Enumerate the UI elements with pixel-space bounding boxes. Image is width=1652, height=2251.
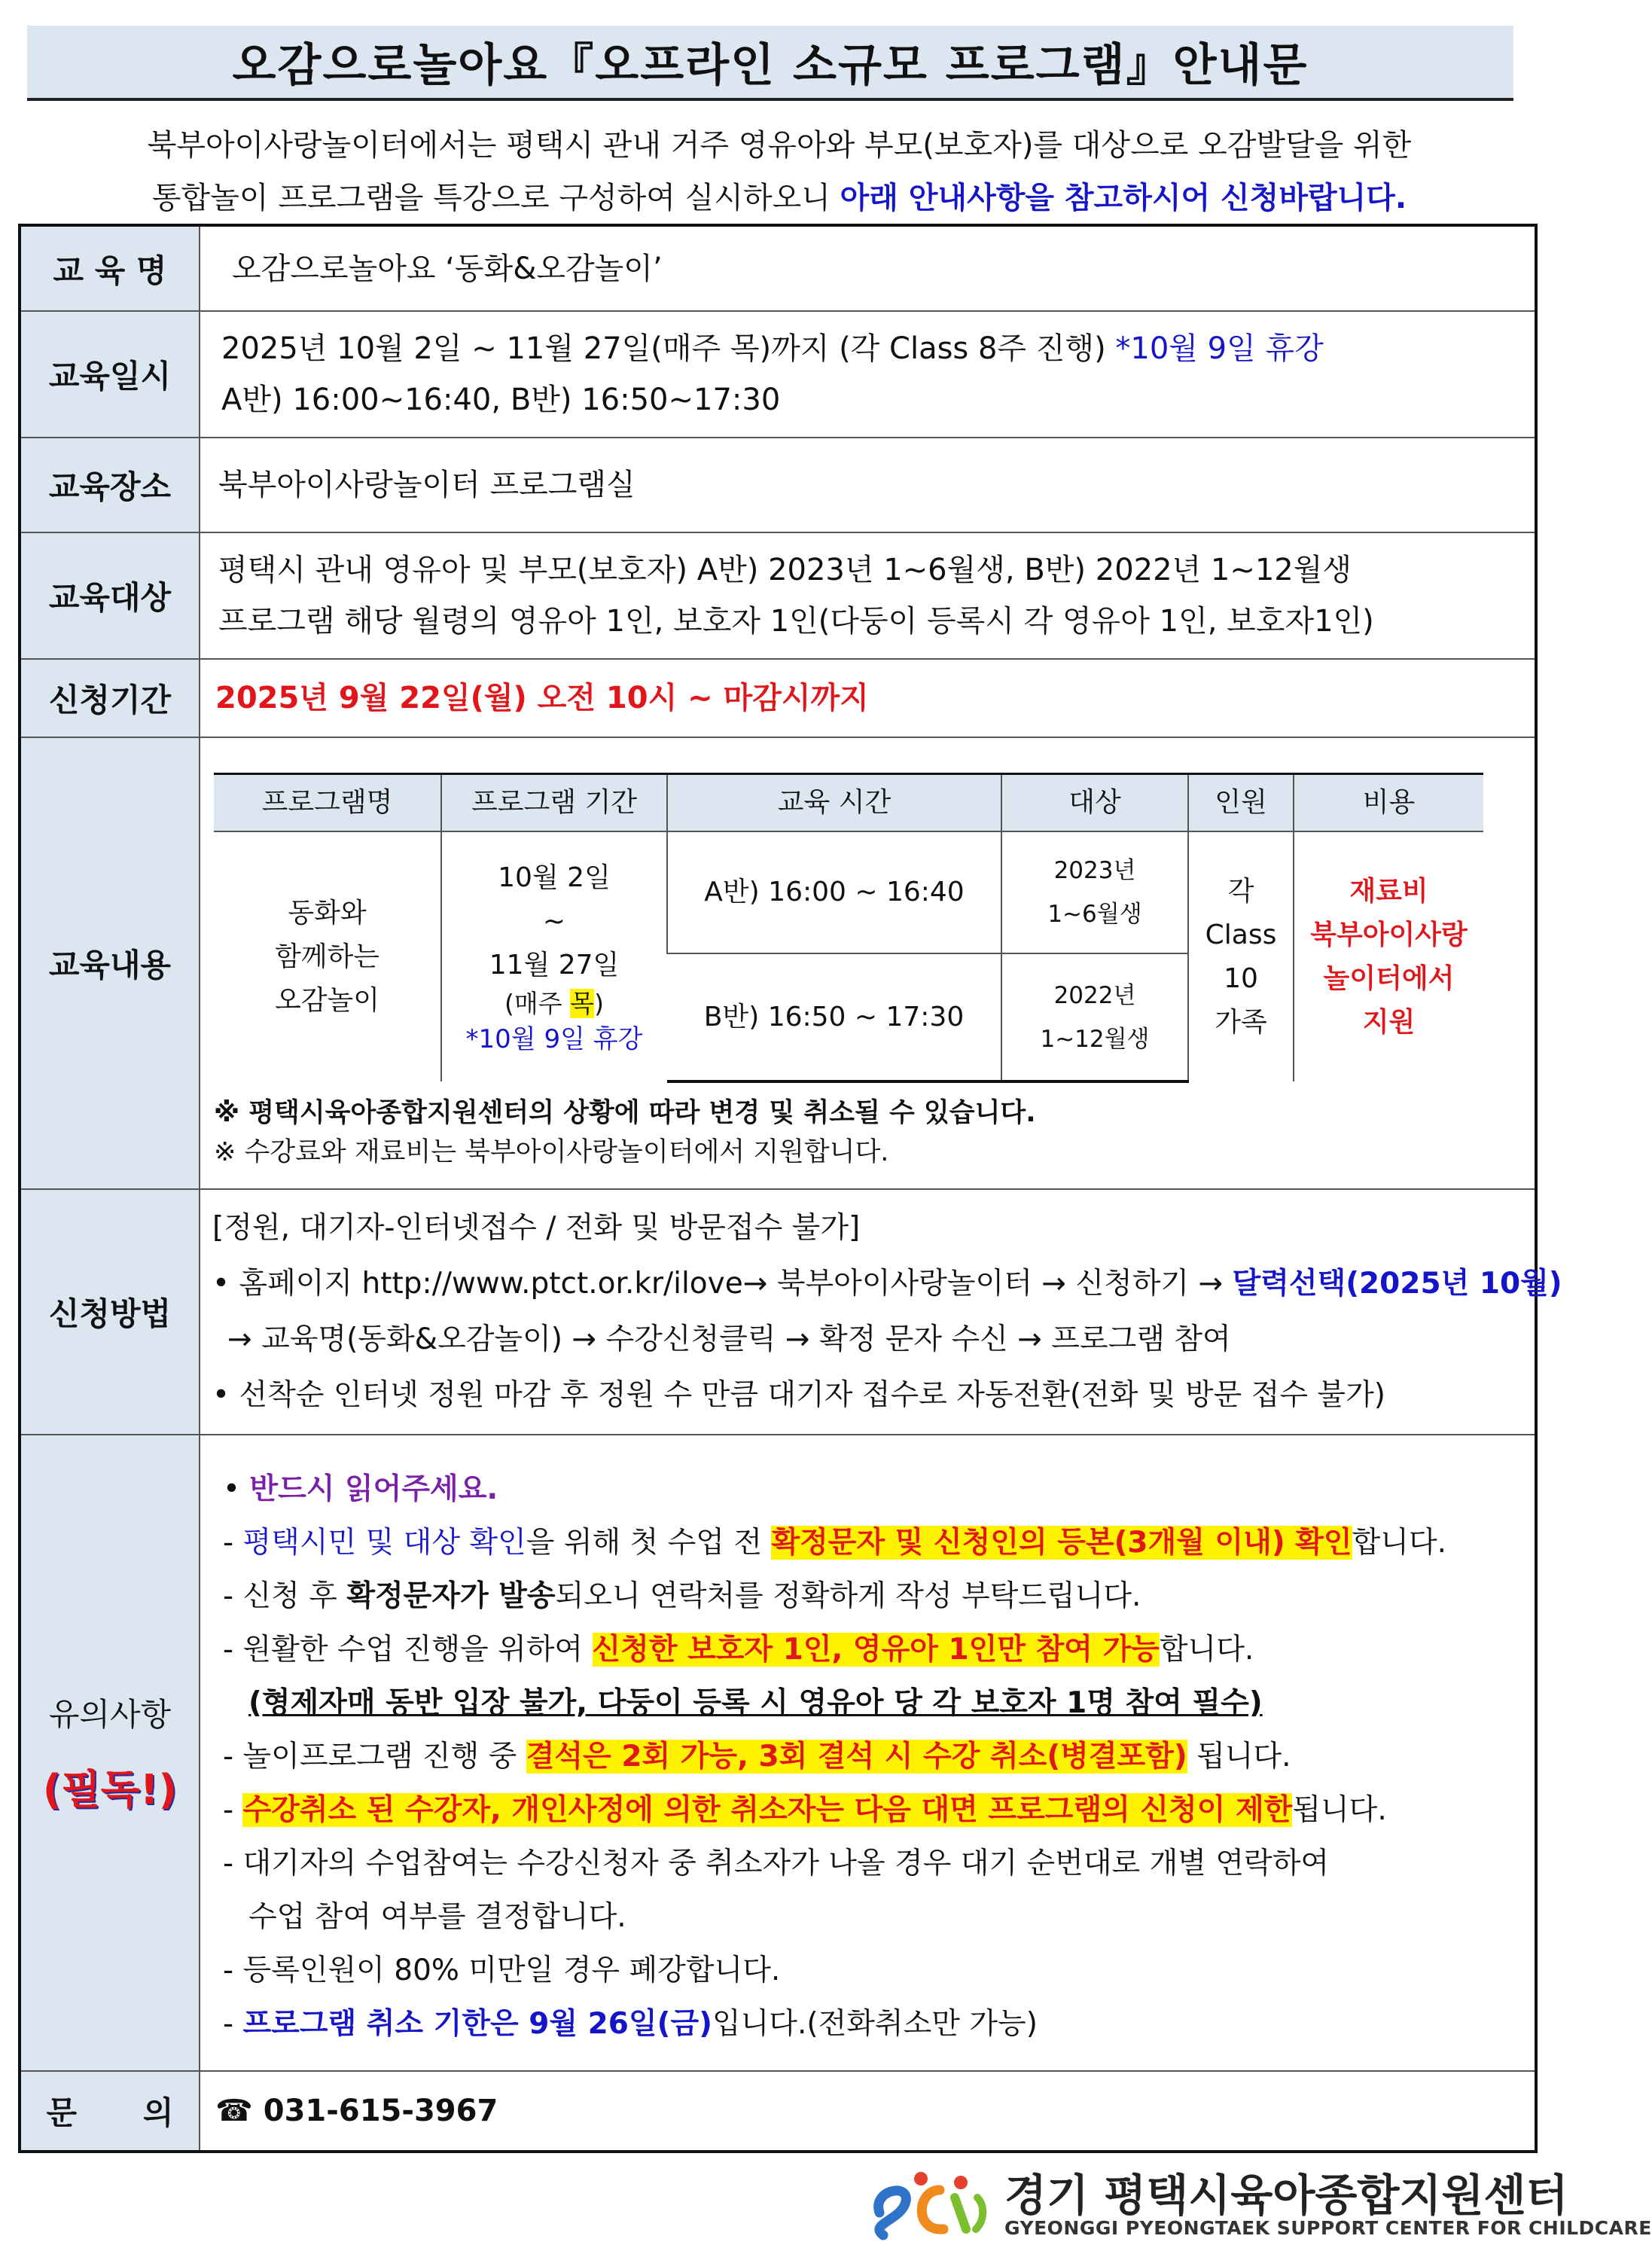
intro-line-2: 통합놀이 프로그램을 특강으로 구성하여 실시하오니 아래 안내사항을 참고하시어 신청바랍니다.	[151, 181, 1407, 215]
label-contact: 문 의	[21, 2072, 200, 2150]
cell-cost: 재료비 북부아이사랑 놀이터에서 지원	[1294, 831, 1483, 1081]
program-table	[214, 773, 1483, 1083]
page-title	[27, 26, 1513, 101]
label-caution	[21, 1435, 200, 2070]
program-table-header	[214, 774, 1483, 832]
content-note-1: ※ 평택시육아종합지원센터의 상황에 따라 변경 및 취소될 수 있습니다.	[214, 1098, 1036, 1128]
caution-item-5: - 수강취소 된 수강자, 개인사정에 의한 취소자는 다음 대면 프로그램의 신청이 제한됩니다.	[223, 1793, 1387, 1827]
method-line-2: • 홈페이지 http://www.ptct.or.kr/ilove→ 북부아이사랑놀이터 → 신청하기 → 달력선택(2025년 10월)	[212, 1267, 1562, 1301]
row-contact	[21, 2072, 1535, 2150]
method-line-3: → 교육명(동화&오감놀이) → 수강신청클릭 → 확정 문자 수신 → 프로그램 참여	[227, 1322, 1231, 1356]
page-title-text: 오감으로놀아요『오프라인 소규모 프로그램』안내문	[232, 39, 1309, 92]
method-line-1: [정원, 대기자-인터넷접수 / 전화 및 방문접수 불가]	[212, 1211, 861, 1245]
header-people: 인원	[1188, 774, 1294, 832]
label-place: 교육장소	[21, 438, 200, 532]
phone-icon: ☎	[215, 2094, 253, 2128]
caution-item-2: - 신청 후 확정문자가 발송되오니 연락처를 정확하게 작성 부탁드립니다.	[223, 1579, 1141, 1613]
caution-item-3: - 원활한 수업 진행을 위하여 신청한 보호자 1인, 영유아 1인만 참여 가능합니다.	[223, 1633, 1254, 1667]
row-caution	[21, 1435, 1535, 2072]
org-name-en: GYEONGGI PYEONGTAEK SUPPORT CENTER FOR CHILDCARE	[1004, 2217, 1652, 2239]
header-time: 교육 시간	[667, 774, 1001, 832]
contact-value	[215, 2085, 1516, 2137]
header-period: 프로그램 기간	[441, 774, 667, 832]
org-name-ko: 경기 평택시육아종합지원센터	[1004, 2170, 1568, 2221]
header-cost: 비용	[1294, 774, 1483, 832]
row-apply-period	[21, 660, 1535, 738]
header-program-name: 프로그램명	[214, 774, 441, 832]
label-apply-period: 신청기간	[21, 660, 200, 737]
row-place	[21, 438, 1535, 533]
datetime-line-1: 2025년 10월 2일 ~ 11월 27일(매주 목)까지 (각 Class 8주 진행) *10월 9일 휴강	[221, 331, 1324, 366]
label-content: 교육내용	[21, 738, 200, 1188]
holiday-note: *10월 9일 휴강	[1115, 331, 1324, 366]
caution-item-4: - 놀이프로그램 진행 중 결석은 2회 가능, 3회 결석 시 수강 취소(병결포함) 됩니다.	[223, 1740, 1291, 1774]
content-note-2: ※ 수강료와 재료비는 북부아이사랑놀이터에서 지원합니다.	[214, 1137, 889, 1167]
program-name-value: 오감으로놀아요 ‘동화&오감놀이’	[232, 251, 663, 286]
target-line-1: 평택시 관내 영유아 및 부모(보호자) A반) 2023년 1~6월생, B반) 2022년 1~12월생	[218, 553, 1352, 587]
label-method: 신청방법	[21, 1190, 200, 1434]
cell-program-name: 동화와 함께하는 오감놀이	[214, 831, 441, 1081]
place-value: 북부아이사랑놀이터 프로그램실	[218, 468, 636, 502]
intro-line-1: 북부아이사랑놀이터에서는 평택시 관내 거주 영유아와 부모(보호자)를 대상으로 오감발달을 위한	[147, 128, 1412, 163]
label-target: 교육대상	[21, 533, 200, 658]
row-content	[21, 738, 1535, 1190]
caution-item-6-cont: 수업 참여 여부를 결정합니다.	[248, 1900, 626, 1934]
row-method	[21, 1190, 1562, 1435]
header-target: 대상	[1001, 774, 1188, 832]
row-target	[21, 533, 1535, 660]
center-logo	[864, 2160, 1652, 2243]
label-datetime: 교육일시	[21, 312, 200, 437]
cell-target-a: 2023년 1~6월생	[1001, 831, 1188, 953]
label-program-name: 교 육 명	[21, 227, 200, 310]
intro-highlight: 아래 안내사항을 참고하시어 신청바랍니다.	[840, 181, 1407, 215]
cell-time-a: A반) 16:00 ~ 16:40	[667, 831, 1001, 953]
apply-period-value: 2025년 9월 22일(월) 오전 10시 ~ 마감시까지	[215, 681, 869, 715]
caution-item-7: - 등록인원이 80% 미만일 경우 폐강합니다.	[223, 1954, 781, 1987]
phone-number[interactable]: 031-615-3967	[263, 2094, 498, 2128]
caution-item-3-sub: (형제자매 동반 입장 불가, 다둥이 등록 시 영유아 당 각 보호자 1명 참여 필수)	[248, 1686, 1263, 1720]
datetime-line-2: A반) 16:00~16:40, B반) 16:50~17:30	[221, 383, 781, 417]
row-datetime	[21, 312, 1535, 438]
info-table	[18, 224, 1562, 2153]
calendar-select-highlight: 달력선택(2025년 10월)	[1232, 1267, 1562, 1301]
center-logo-icon	[864, 2160, 992, 2243]
cell-target-b: 2022년 1~12월생	[1001, 953, 1188, 1081]
caution-label: 유의사항	[48, 1696, 172, 1733]
cell-people: 각 Class 10 가족	[1188, 831, 1294, 1081]
cell-period: 10월 2일 ~ 11월 27일 (매주 목) *10월 9일 휴강	[441, 831, 667, 1081]
caution-item-1: - 평택시민 및 대상 확인을 위해 첫 수업 전 확정문자 및 신청인의 등본(3개월 이내) 확인합니다.	[223, 1526, 1447, 1560]
cell-time-b: B반) 16:50 ~ 17:30	[667, 953, 1001, 1081]
caution-item-6: - 대기자의 수업참여는 수강신청자 중 취소자가 나올 경우 대기 순번대로 개별 연락하여	[223, 1847, 1330, 1880]
caution-must-read: • 반드시 읽어주세요.	[223, 1472, 498, 1506]
table-row	[214, 831, 1483, 953]
method-line-4: • 선착순 인터넷 정원 마감 후 정원 수 만큼 대기자 접수로 자동전환(전화 및 방문 접수 불가)	[212, 1378, 1385, 1412]
must-read-label: (필독!)	[42, 1766, 178, 1813]
caution-item-8: - 프로그램 취소 기한은 9월 26일(금)입니다.(전화취소만 가능)	[223, 2007, 1038, 2041]
row-program-name	[21, 227, 1535, 312]
target-line-2: 프로그램 해당 월령의 영유아 1인, 보호자 1인(다둥이 등록시 각 영유아 1인, 보호자1인)	[218, 604, 1374, 639]
intro-text	[30, 119, 1529, 224]
